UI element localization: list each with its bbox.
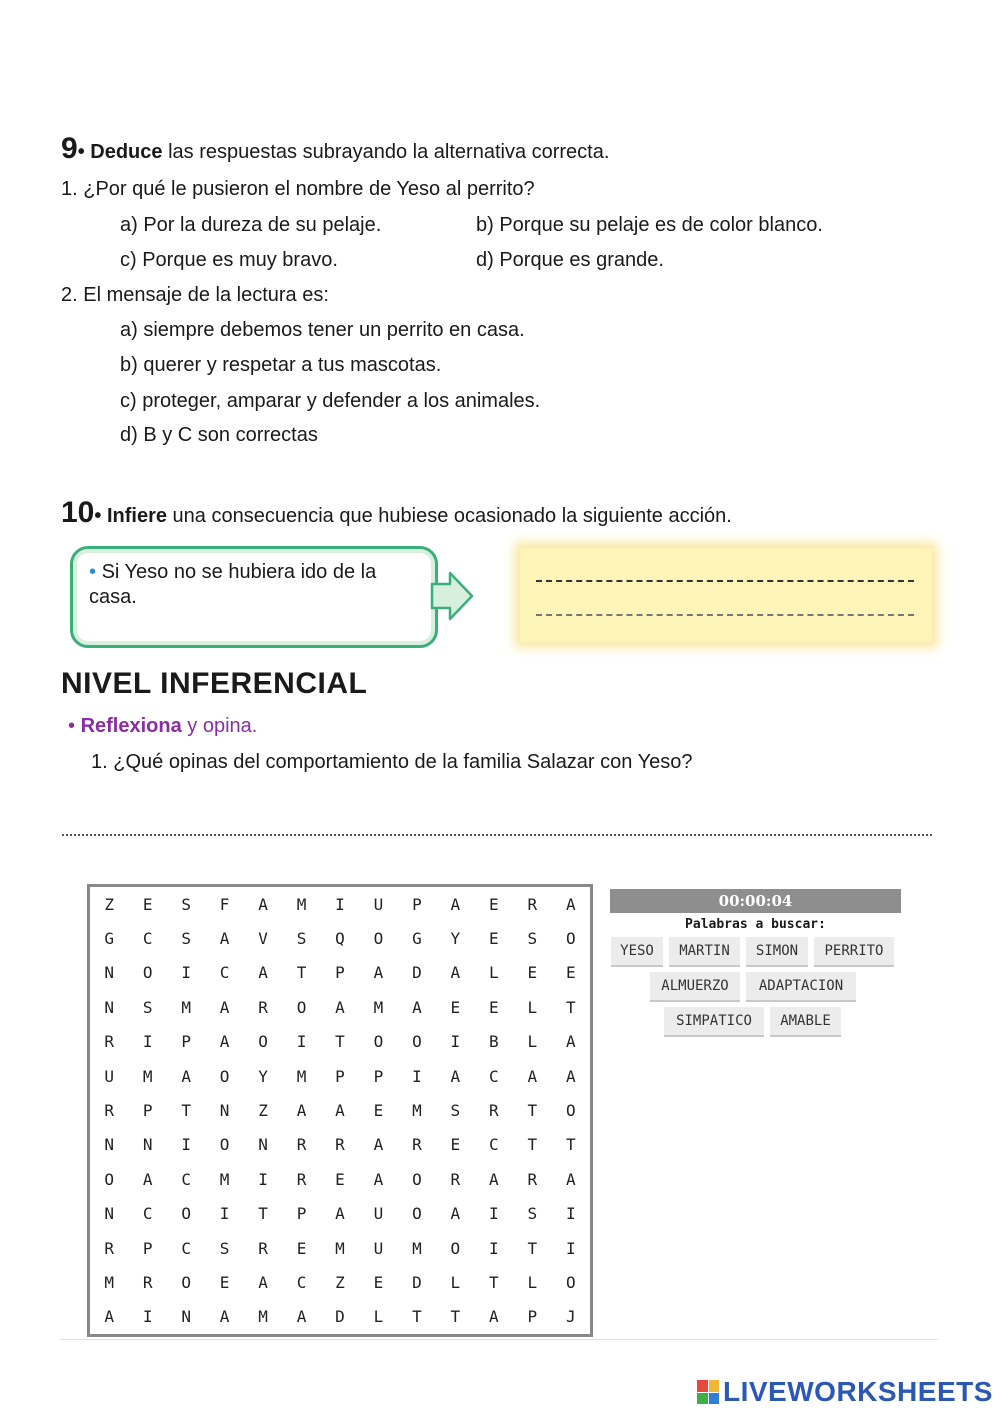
grid-cell[interactable]: E	[450, 997, 461, 1017]
grid-cell[interactable]: G	[412, 929, 422, 949]
grid-cell[interactable]: N	[181, 1307, 191, 1327]
grid-cell[interactable]: U	[373, 1204, 384, 1224]
instruction-verb: Infiere	[106, 505, 167, 527]
grid-cell[interactable]: G	[104, 929, 115, 949]
option-9-1-b[interactable]: b) Porque su pelaje es de color blanco.	[476, 214, 823, 236]
brand-logo	[697, 1376, 993, 1408]
grid-cell[interactable]: T	[489, 1272, 499, 1292]
grid-cell[interactable]: A	[335, 1100, 345, 1120]
grid-cell[interactable]: C	[489, 1135, 499, 1155]
grid-cell[interactable]: I	[565, 1238, 576, 1258]
grid-cell[interactable]: D	[412, 1272, 422, 1292]
grid-cell[interactable]: R	[258, 1238, 268, 1258]
grid-cell[interactable]: M	[296, 894, 307, 914]
grid-cell[interactable]: O	[373, 929, 384, 949]
grid-cell[interactable]: N	[104, 1135, 115, 1155]
grid-cell[interactable]: M	[181, 997, 191, 1017]
grid-cell[interactable]: M	[142, 1066, 153, 1086]
grid-cell[interactable]: N	[219, 1100, 230, 1120]
grid-cell[interactable]: R	[296, 1169, 307, 1189]
grid-cell[interactable]: A	[181, 1066, 191, 1086]
grid-cell[interactable]: P	[296, 1204, 307, 1224]
instruction-verb: Deduce	[90, 141, 163, 163]
grid-cell[interactable]: E	[565, 963, 576, 983]
grid-cell[interactable]: V	[258, 929, 268, 949]
grid-cell[interactable]: O	[565, 929, 576, 949]
option-9-2-a[interactable]: a) siempre debemos tener un perrito en casa.	[120, 319, 525, 341]
grid-cell[interactable]: C	[181, 1169, 191, 1189]
instruction-verb: Reflexiona	[80, 715, 182, 737]
words-to-find-label: Palabras a buscar:	[685, 917, 826, 932]
grid-cell[interactable]: O	[412, 1032, 422, 1052]
grid-cell[interactable]: A	[219, 997, 230, 1017]
grid-cell[interactable]: I	[219, 1204, 230, 1224]
answer-line[interactable]	[62, 834, 932, 836]
grid-cell[interactable]: A	[296, 1307, 307, 1327]
grid-cell[interactable]: I	[489, 1238, 499, 1258]
grid-cell[interactable]: R	[335, 1135, 345, 1155]
grid-cell[interactable]: R	[489, 1100, 499, 1120]
grid-cell[interactable]: O	[412, 1204, 422, 1224]
grid-cell[interactable]: T	[296, 963, 307, 983]
grid-cell[interactable]: M	[412, 1100, 422, 1120]
grid-cell[interactable]: N	[142, 1135, 153, 1155]
grid-cell[interactable]: A	[373, 1135, 384, 1155]
grid-cell[interactable]: U	[373, 894, 384, 914]
grid-cell[interactable]: L	[489, 963, 499, 983]
grid-cell[interactable]: T	[335, 1032, 345, 1052]
word-chip: ADAPTACION	[746, 972, 856, 1002]
word-chip: AMABLE	[770, 1007, 841, 1037]
grid-cell[interactable]: M	[104, 1272, 115, 1292]
grid-cell[interactable]: P	[142, 1100, 153, 1120]
answer-line[interactable]	[536, 614, 914, 616]
grid-cell[interactable]: I	[142, 1032, 153, 1052]
grid-cell[interactable]: I	[565, 1204, 576, 1224]
grid-cell[interactable]: E	[142, 894, 153, 914]
grid-cell[interactable]: R	[104, 1100, 115, 1120]
grid-cell[interactable]: A	[142, 1169, 153, 1189]
instruction-text: y opina.	[181, 715, 258, 737]
grid-cell[interactable]: A	[489, 1169, 499, 1189]
question-number: 9	[61, 132, 78, 165]
grid-cell[interactable]: L	[527, 1032, 538, 1052]
grid-cell[interactable]: S	[219, 1238, 230, 1258]
grid-cell[interactable]: T	[527, 1238, 538, 1258]
grid-cell[interactable]: T	[258, 1204, 268, 1224]
grid-cell[interactable]: A	[296, 1100, 307, 1120]
grid-cell[interactable]: C	[219, 963, 230, 983]
grid-cell[interactable]: A	[450, 1066, 461, 1086]
grid-cell[interactable]: D	[335, 1307, 345, 1327]
grid-cell[interactable]: L	[527, 1272, 538, 1292]
grid-cell[interactable]: R	[527, 1169, 538, 1189]
grid-cell[interactable]: S	[181, 929, 191, 949]
grid-cell[interactable]: O	[296, 997, 307, 1017]
grid-cell[interactable]: A	[335, 997, 345, 1017]
grid-cell[interactable]: Q	[335, 929, 345, 949]
grid-cell[interactable]: B	[489, 1032, 499, 1052]
grid-cell[interactable]: S	[296, 929, 307, 949]
action-sentence: Si Yeso no se hubiera ido de la casa.	[89, 561, 377, 608]
grid-cell[interactable]: N	[104, 1204, 115, 1224]
grid-cell[interactable]: A	[450, 1204, 461, 1224]
grid-cell[interactable]: T	[450, 1307, 461, 1327]
grid-cell[interactable]: A	[450, 894, 461, 914]
grid-cell[interactable]: A	[565, 1169, 576, 1189]
word-chip: PERRITO	[814, 937, 894, 967]
bullet: •	[94, 505, 102, 527]
grid-cell[interactable]: J	[565, 1307, 576, 1327]
grid-cell[interactable]: I	[450, 1032, 461, 1052]
grid-cell[interactable]: P	[412, 894, 422, 914]
grid-cell[interactable]: T	[527, 1100, 538, 1120]
grid-cell[interactable]: S	[450, 1100, 461, 1120]
grid-cell[interactable]: Y	[258, 1066, 268, 1086]
word-chip: SIMPATICO	[664, 1007, 764, 1037]
grid-cell[interactable]: O	[450, 1238, 461, 1258]
grid-cell[interactable]: C	[181, 1238, 191, 1258]
grid-cell[interactable]: L	[373, 1307, 384, 1327]
grid-cell[interactable]: A	[258, 963, 268, 983]
word-chip: MARTIN	[669, 937, 740, 967]
bullet: •	[89, 561, 97, 583]
grid-cell[interactable]: M	[373, 997, 384, 1017]
grid-cell[interactable]: A	[565, 1066, 576, 1086]
grid-cell[interactable]: E	[335, 1169, 345, 1189]
option-9-2-b[interactable]: b) querer y respetar a tus mascotas.	[120, 354, 442, 376]
grid-cell[interactable]: R	[450, 1169, 461, 1189]
option-9-1-a[interactable]: a) Por la dureza de su pelaje.	[120, 214, 382, 236]
reflect-instruction	[68, 715, 257, 738]
grid-cell[interactable]: R	[527, 894, 538, 914]
grid-cell[interactable]: I	[412, 1066, 422, 1086]
grid-cell[interactable]: M	[335, 1238, 345, 1258]
grid-cell[interactable]: A	[219, 1032, 230, 1052]
grid-cell[interactable]: I	[258, 1169, 268, 1189]
grid-cell[interactable]: N	[104, 963, 115, 983]
arrow-right-icon	[430, 570, 476, 622]
grid-cell[interactable]: S	[527, 1204, 538, 1224]
grid-cell[interactable]: I	[181, 963, 191, 983]
grid-cell[interactable]: I	[142, 1307, 153, 1327]
grid-cell[interactable]: O	[181, 1272, 191, 1292]
grid-cell[interactable]: R	[104, 1032, 115, 1052]
question-number: 10	[61, 496, 95, 529]
grid-cell[interactable]: R	[104, 1238, 115, 1258]
grid-cell[interactable]: P	[181, 1032, 191, 1052]
grid-cell[interactable]: P	[335, 1066, 345, 1086]
grid-cell[interactable]: O	[412, 1169, 422, 1189]
option-9-2-c[interactable]: c) proteger, amparar y defender a los animales.	[120, 390, 541, 412]
grid-cell[interactable]: A	[450, 963, 461, 983]
grid-cell[interactable]: A	[373, 1169, 384, 1189]
grid-cell[interactable]: P	[527, 1307, 538, 1327]
grid-cell[interactable]: E	[489, 894, 499, 914]
grid-cell[interactable]: Z	[258, 1100, 268, 1120]
liveworksheets-logo-icon	[697, 1380, 719, 1404]
grid-cell[interactable]: O	[258, 1032, 268, 1052]
grid-cell[interactable]: E	[450, 1135, 461, 1155]
grid-cell[interactable]: M	[219, 1169, 230, 1189]
grid-cell[interactable]: A	[219, 1307, 230, 1327]
grid-cell[interactable]: F	[219, 894, 230, 914]
grid-cell[interactable]: A	[258, 894, 268, 914]
grid-cell[interactable]: N	[104, 997, 115, 1017]
grid-cell[interactable]: E	[373, 1272, 384, 1292]
instruction-text: una consecuencia que hubiese ocasionado la siguiente acción.	[166, 505, 732, 527]
option-9-2-d[interactable]: d) B y C son correctas	[120, 424, 318, 446]
grid-cell[interactable]: A	[104, 1307, 115, 1327]
answer-line[interactable]	[536, 580, 914, 582]
grid-cell[interactable]: A	[219, 929, 230, 949]
option-9-1-d[interactable]: d) Porque es grande.	[476, 249, 664, 271]
instruction-text: las respuestas subrayando la alternativa correcta.	[162, 141, 610, 163]
grid-cell[interactable]: E	[489, 929, 499, 949]
grid-cell[interactable]: O	[219, 1135, 230, 1155]
grid-cell[interactable]: L	[527, 997, 538, 1017]
grid-cell[interactable]: A	[373, 963, 384, 983]
grid-cell[interactable]: A	[565, 894, 576, 914]
grid-cell[interactable]: R	[296, 1135, 307, 1155]
answer-note[interactable]	[520, 548, 932, 642]
grid-cell[interactable]: E	[373, 1100, 384, 1120]
brand-name: LIVEWORKSHEETS	[723, 1376, 993, 1407]
grid-cell[interactable]: O	[181, 1204, 191, 1224]
grid-cell[interactable]: N	[258, 1135, 268, 1155]
grid-cell[interactable]: T	[565, 1135, 576, 1155]
section-title: NIVEL INFERENCIAL	[61, 667, 368, 700]
grid-cell[interactable]: I	[296, 1032, 307, 1052]
word-chip: ALMUERZO	[650, 972, 740, 1002]
grid-cell[interactable]: M	[296, 1066, 307, 1086]
grid-cell[interactable]: P	[373, 1066, 384, 1086]
word-search-grid[interactable]	[87, 884, 593, 1337]
grid-cell[interactable]: T	[527, 1135, 538, 1155]
grid-cell[interactable]: D	[412, 963, 422, 983]
grid-cell[interactable]: T	[412, 1307, 422, 1327]
grid-cell[interactable]: L	[450, 1272, 461, 1292]
grid-cell[interactable]: Y	[450, 929, 461, 949]
grid-cell[interactable]: C	[142, 929, 153, 949]
grid-cell[interactable]: E	[527, 963, 538, 983]
grid-cell[interactable]: A	[527, 1066, 538, 1086]
grid-cell[interactable]: S	[142, 997, 153, 1017]
divider	[60, 1339, 938, 1340]
grid-cell[interactable]: I	[335, 894, 345, 914]
grid-cell[interactable]: S	[181, 894, 191, 914]
grid-cell[interactable]: R	[258, 997, 268, 1017]
grid-cell[interactable]: U	[373, 1238, 384, 1258]
grid-cell[interactable]: S	[527, 929, 538, 949]
bullet: •	[77, 141, 85, 163]
grid-cell[interactable]: I	[489, 1204, 499, 1224]
grid-cell[interactable]: E	[296, 1238, 307, 1258]
grid-cell[interactable]: T	[181, 1100, 191, 1120]
timer: 00:00:04	[610, 889, 901, 913]
grid-cell[interactable]: A	[335, 1204, 345, 1224]
question-9-2: 2. El mensaje de la lectura es:	[61, 284, 329, 306]
grid-cell[interactable]: O	[565, 1272, 576, 1292]
grid-cell[interactable]: A	[565, 1032, 576, 1052]
grid-cell[interactable]: A	[412, 997, 422, 1017]
grid-cell[interactable]: O	[219, 1066, 230, 1086]
grid-cell[interactable]: M	[412, 1238, 422, 1258]
grid-cell[interactable]: C	[296, 1272, 307, 1292]
grid-cell[interactable]: O	[373, 1032, 384, 1052]
grid-cell[interactable]: P	[335, 963, 345, 983]
action-text	[89, 560, 409, 610]
grid-cell[interactable]: P	[142, 1238, 153, 1258]
grid-cell[interactable]: Z	[335, 1272, 345, 1292]
grid-cell[interactable]: C	[142, 1204, 153, 1224]
grid-cell[interactable]: C	[489, 1066, 499, 1086]
grid-cell[interactable]: O	[104, 1169, 115, 1189]
question-9-heading	[61, 132, 609, 166]
reflect-question: 1. ¿Qué opinas del comportamiento de la familia Salazar con Yeso?	[91, 751, 693, 773]
option-9-1-c[interactable]: c) Porque es muy bravo.	[120, 249, 338, 271]
word-chip: SIMON	[746, 937, 808, 967]
grid-cell[interactable]: O	[565, 1100, 576, 1120]
bullet: •	[68, 715, 76, 737]
grid-cell[interactable]: I	[181, 1135, 191, 1155]
grid-cell[interactable]: E	[219, 1272, 230, 1292]
grid-cell[interactable]: O	[142, 963, 153, 983]
grid-cell[interactable]: U	[104, 1066, 115, 1086]
grid-cell[interactable]: R	[412, 1135, 422, 1155]
grid-cell[interactable]: A	[489, 1307, 499, 1327]
question-9-1: 1. ¿Por qué le pusieron el nombre de Yeso al perrito?	[61, 178, 535, 200]
grid-cell[interactable]: A	[258, 1272, 268, 1292]
grid-cell[interactable]: E	[489, 997, 499, 1017]
question-10-heading	[61, 496, 732, 530]
word-chip: YESO	[611, 937, 663, 967]
grid-cell[interactable]: Z	[104, 894, 115, 914]
grid-cell[interactable]: R	[142, 1272, 153, 1292]
grid-cell[interactable]: M	[258, 1307, 268, 1327]
grid-cell[interactable]: T	[565, 997, 576, 1017]
